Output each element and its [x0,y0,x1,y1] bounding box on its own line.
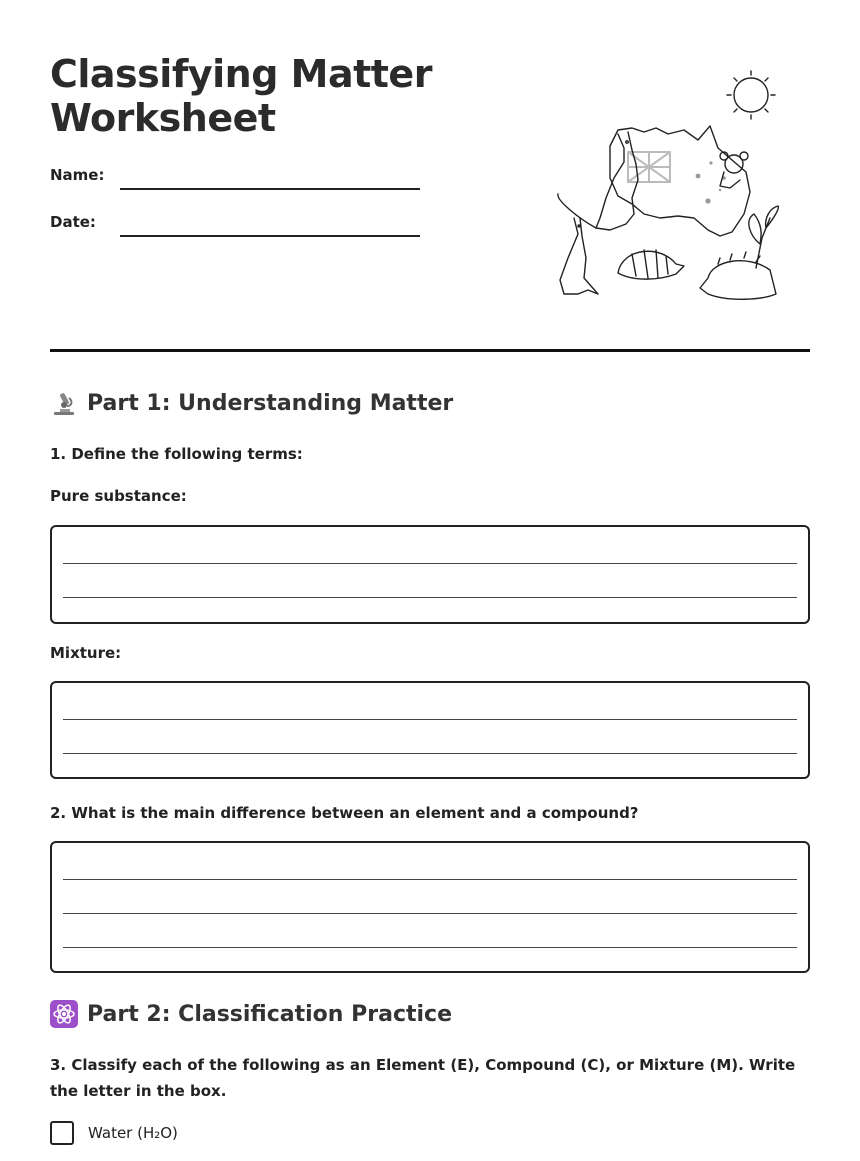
date-field[interactable] [50,213,420,237]
question-3: 3. Classify each of the following as an Element (E), Compound (C), or Mixture (M). Write the letter in the box. [50,1056,796,1100]
answer-line [63,753,797,754]
pure-substance-answer-box[interactable] [50,525,810,624]
part1-title: Part 1: Understanding Matter [87,390,454,416]
question-1: 1. Define the following terms: [50,445,303,463]
answer-line [63,879,797,880]
part2-title: Part 2: Classification Practice [87,1001,452,1027]
echidna-icon [700,252,776,299]
answer-line [63,563,797,564]
date-line[interactable] [120,235,420,237]
part2-heading [50,1000,452,1028]
term-mixture: Mixture: [50,644,122,662]
classify-item [50,1121,178,1145]
microscope-icon [50,389,78,417]
answer-line [63,597,797,598]
header-divider [50,349,810,352]
term-pure-substance: Pure substance: [50,487,187,505]
mixture-answer-box[interactable] [50,681,810,779]
part1-heading [50,389,453,417]
kangaroo-icon [558,132,638,230]
name-line[interactable] [120,188,420,190]
atom-icon [50,1000,78,1028]
question-2: 2. What is the main difference between an element and a compound? [50,804,639,822]
answer-line [63,913,797,914]
armadillo-icon [618,250,684,279]
answer-line [63,719,797,720]
australia-animals-illustration [548,68,788,308]
sun-icon [727,71,775,119]
element-compound-answer-box[interactable] [50,841,810,973]
name-field[interactable] [50,166,420,190]
name-label: Name: [50,166,105,184]
item-label: Water (H₂O) [88,1124,178,1142]
plant-icon [749,206,779,268]
answer-line [63,947,797,948]
worksheet-title: Classifying Matter Worksheet [50,52,432,140]
answer-checkbox[interactable] [50,1121,74,1145]
date-label: Date: [50,213,96,231]
small-kangaroo-icon [560,218,598,294]
